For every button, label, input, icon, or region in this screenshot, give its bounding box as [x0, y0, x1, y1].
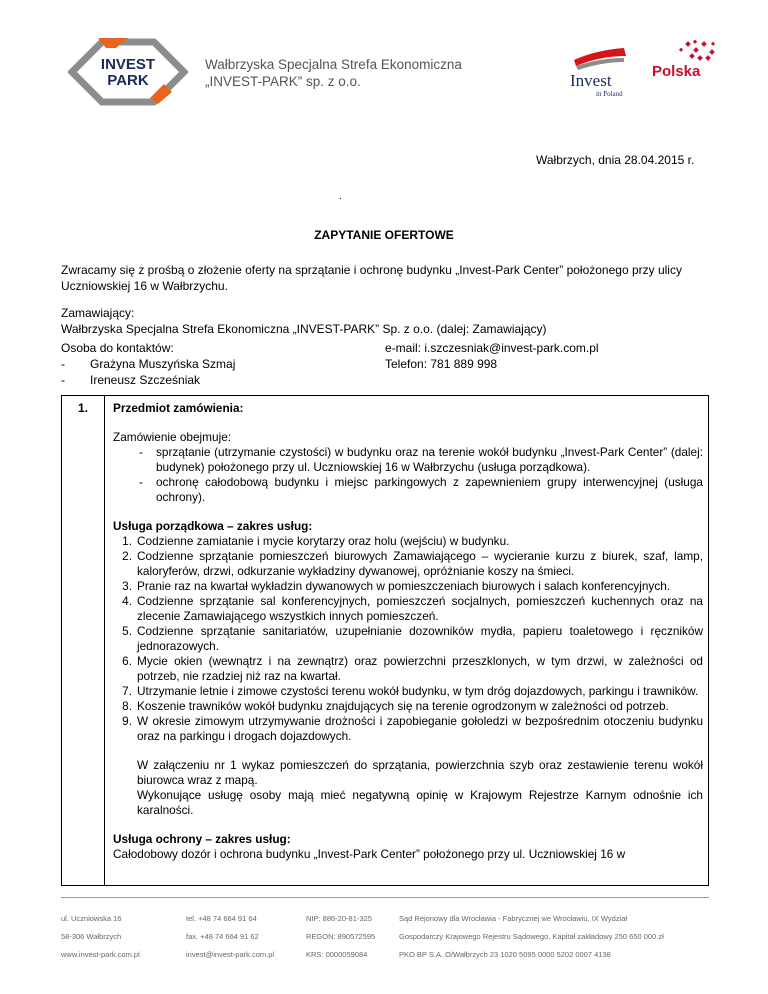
- footer-ids: [306, 910, 375, 964]
- footer-divider: [61, 897, 709, 898]
- list-item-number: 8.: [122, 699, 132, 713]
- list-item-number: 3.: [122, 579, 132, 593]
- scope-item-text: sprzątanie (utrzymanie czystości) w budynku oraz na terenie wokół budynku „Invest-Park Center” (dalej: budynek) położonego przy ul. Uczniowskiej 16 w Wałbrzychu (usługa porządkowa).: [156, 445, 703, 474]
- contacts-label: Osoba do kontaktów:: [61, 341, 174, 355]
- list-item-number: 6.: [122, 654, 132, 668]
- list-item-text: Mycie okien (wewnątrz i na zewnątrz) oraz powierzchni przeszklonych, w tym drzwi, w zależności od potrzeb, nie rzadziej niż raz na kwartał.: [137, 654, 703, 683]
- list-item: [113, 579, 703, 594]
- intro-paragraph: Zwracamy się z prośbą o złożenie oferty na sprzątanie i ochronę budynku „Invest-Park Center” położonego przy ulicy Uczniowskiej 16 w Wałbrzychu.: [61, 263, 682, 293]
- contact-person: [61, 356, 361, 372]
- dash-bullet: -: [61, 357, 65, 371]
- footer-bank: PKO BP S.A. O/Wałbrzych 23 1020 5095 0000 5202 0007 4138: [399, 950, 611, 959]
- footer-contact: [186, 910, 274, 964]
- contact-phone: Telefon: 781 889 998: [385, 357, 498, 371]
- list-item: [113, 699, 703, 714]
- logo-text-park: PARK: [107, 72, 149, 89]
- org-name-line1: Wałbrzyska Specjalna Strefa Ekonomiczna: [205, 57, 462, 72]
- stray-dot: .: [339, 191, 342, 202]
- logo-text-invest: INVEST: [100, 56, 156, 73]
- list-item: [113, 654, 703, 684]
- invest-logo-text: Invest: [570, 71, 612, 90]
- list-item-text: Codzienne zamiatanie i mycie korytarzy oraz holu (wejściu) w budynku.: [137, 534, 510, 548]
- footer-regon: REGON: 890572595: [306, 932, 376, 941]
- list-item: [113, 624, 703, 654]
- footer-court: Sąd Rejonowy dla Wrocławia - Fabrycznej we Wrocławiu, IX Wydział: [399, 914, 628, 923]
- footer-tel: tel. +48 74 664 91 64: [186, 914, 257, 923]
- scope-item-text: ochronę całodobową budynku i miejsc parkingowych z zapewnieniem grupy interwencyjnej (usługa ochrony).: [156, 475, 703, 504]
- polska-logo: [650, 40, 720, 96]
- footer-capital: Gospodarczy Krajowego Rejestru Sądowego, Kapitał zakładowy 250 650 000 zł: [399, 932, 664, 941]
- contact-person-name: Grażyna Muszyńska Szmaj: [90, 357, 236, 371]
- section-number: 1.: [78, 401, 89, 415]
- section-content: [113, 401, 703, 862]
- list-item: [113, 684, 703, 699]
- list-item-text: W okresie zimowym utrzymywanie drożności i zapobieganie gołoledzi w bezpośrednim otoczeniu budynku oraz na parkingu i drogach dojazdowych.: [137, 714, 703, 743]
- list-item-text: Koszenie trawników wokół budynku znajdujących się na terenie ogrodzonym w zależności od potrzeb.: [137, 699, 669, 713]
- list-item-number: 5.: [122, 624, 132, 638]
- list-item-number: 2.: [122, 549, 132, 563]
- list-item-number: 7.: [122, 684, 132, 698]
- attachment-note: W załączeniu nr 1 wykaz pomieszczeń do sprzątania, powierzchnia szyb oraz zestawienie terenu wokół biurowca wraz z mapą.: [137, 758, 703, 787]
- list-item-number: 9.: [122, 714, 132, 728]
- security-heading: Usługa ochrony – zakres usług:: [113, 832, 291, 846]
- footer-email[interactable]: invest@invest-park.com.pl: [186, 950, 275, 959]
- org-name-line2: „INVEST-PARK” sp. z o.o.: [205, 74, 361, 89]
- section-number-column: [62, 396, 105, 885]
- zamawiajacy-value: Wałbrzyska Specjalna Strefa Ekonomiczna „INVEST-PARK” Sp. z o.o. (dalej: Zamawiający): [61, 322, 547, 336]
- opinion-note: Wykonujące usługę osoby mają mieć negatywną opinię w Krajowym Rejestrze Karnym odnośnie ich karalności.: [137, 788, 703, 817]
- invest-logo-subtext: in Poland: [596, 90, 623, 98]
- footer-street: ul. Uczniowska 16: [61, 914, 122, 923]
- footer-address: [61, 910, 140, 964]
- cleaning-heading: Usługa porządkowa – zakres usług:: [113, 519, 313, 533]
- list-item: [113, 549, 703, 579]
- list-item: [113, 594, 703, 624]
- list-item: [113, 534, 703, 549]
- page-title: ZAPYTANIE OFERTOWE: [314, 228, 454, 242]
- contact-person: [61, 372, 361, 388]
- contacts-block: [61, 340, 361, 388]
- dash-bullet: -: [139, 445, 143, 459]
- list-item: [139, 475, 703, 505]
- zamawiajacy-block: [61, 305, 701, 337]
- section-heading: Przedmiot zamówienia:: [113, 401, 244, 415]
- dash-bullet: -: [61, 373, 65, 387]
- footer-website[interactable]: www.invest-park.com.pl: [61, 950, 140, 959]
- footer-registry: [399, 910, 664, 964]
- footer-city: 58-306 Wałbrzych: [61, 932, 122, 941]
- invest-park-logo: [68, 36, 188, 108]
- section-table: [61, 395, 709, 886]
- zamawiajacy-label: Zamawiający:: [61, 306, 135, 320]
- cleaning-list: [113, 534, 703, 744]
- list-item-text: Codzienne sprzątanie sal konferencyjnych, pomieszczeń socjalnych, pomieszczeń kuchennych oraz na zlecenie Zamawiającego wszystkich innych pomieszczeń.: [137, 594, 703, 623]
- contact-person-name: Ireneusz Szcześniak: [90, 373, 201, 387]
- list-item-text: Codzienne sprzątanie pomieszczeń biurowych Zamawiającego – wycieranie kurzu z biurek, szaf, lamp, kaloryferów, drzwi, odkurzanie wykładziny dywanowej, opróżnianie koszy na śmieci.: [137, 549, 703, 578]
- list-item-text: Utrzymanie letnie i zimowe czystości terenu wokół budynku, w tym dróg dojazdowych, parkingu i trawników.: [137, 684, 699, 698]
- footer-krs: KRS: 0000059084: [306, 950, 368, 959]
- security-text: Całodobowy dozór i ochrona budynku „Invest-Park Center” położonego przy ul. Uczniowskiej 16 w: [113, 847, 626, 861]
- scope-intro: Zamówienie obejmuje:: [113, 430, 232, 444]
- footer-nip: NIP: 886-20-81-325: [306, 914, 372, 923]
- list-item: [113, 714, 703, 744]
- contact-details: [385, 340, 599, 372]
- dash-bullet: -: [139, 475, 143, 489]
- contact-email[interactable]: e-mail: i.szczesniak@invest-park.com.pl: [385, 341, 599, 355]
- date-line: Wałbrzych, dnia 28.04.2015 r.: [536, 153, 695, 167]
- footer-fax: fax. +48 74 664 91 62: [186, 932, 259, 941]
- organization-name: [205, 56, 462, 90]
- list-item-text: Pranie raz na kwartał wykładzin dywanowych w pomieszczeniach biurowych i salach konferencyjnych.: [137, 579, 671, 593]
- list-item-number: 4.: [122, 594, 132, 608]
- list-item: [139, 445, 703, 475]
- invest-in-poland-logo: [566, 46, 630, 98]
- list-item-number: 1.: [122, 534, 132, 548]
- list-item-text: Codzienne sprzątanie sanitariatów, uzupełnianie dozowników mydła, papieru toaletowego i ręczników jednorazowych.: [137, 624, 703, 653]
- polska-logo-text: Polska: [652, 63, 701, 80]
